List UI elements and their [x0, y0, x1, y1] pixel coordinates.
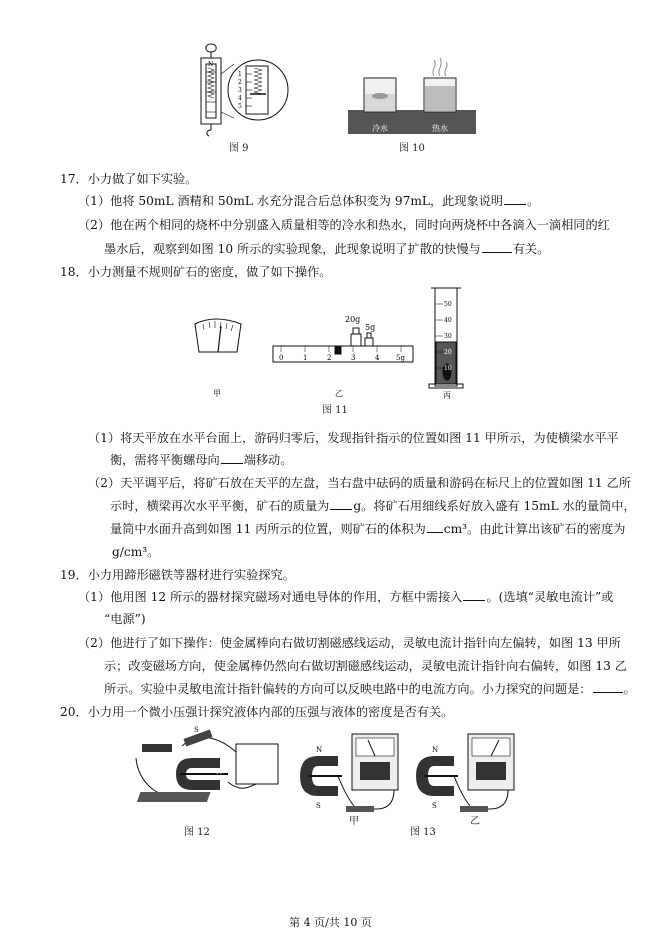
fig13-label-a: 甲: [349, 816, 359, 827]
fig11-label-c: 丙: [443, 391, 451, 400]
fig11-balance-apparatus: [185, 284, 475, 402]
fig13-label-b: 乙: [470, 816, 480, 827]
q18-blank-1[interactable]: [221, 452, 243, 464]
q19-part1-cont: 。(选填“灵敏电流计”或: [486, 590, 614, 604]
fig13-b-south-label: S: [432, 802, 437, 810]
q18-part2-cont: g。将矿石用细线系好放入盛有 15mL 水的量筒中，: [353, 499, 636, 513]
fig11-caption: 图 11: [322, 405, 348, 416]
fig11-weight-20g: 20g: [345, 315, 361, 324]
fig11-ruler-label: 4: [375, 354, 380, 362]
fig11-label-a: 甲: [213, 389, 221, 398]
page-number: 第 4 页/共 10 页: [289, 916, 372, 929]
fig9-caption: 图 9: [229, 143, 249, 154]
q19-blank-2[interactable]: [593, 681, 623, 693]
fig9-scale-label: 5: [238, 103, 242, 110]
fig11-weight-5g: 5g: [365, 323, 376, 332]
fig13-b-north-label: N: [432, 746, 439, 754]
fig11-label-b: 乙: [335, 389, 343, 398]
q18-part2-line1: （2）天平调平后，将矿石放在天平的左盘，当右盘中砝码的质量和游码在标尺上的位置如图 11 乙所: [88, 476, 631, 490]
q19-part2-line3: [104, 681, 636, 697]
q17-blank-1[interactable]: [504, 193, 526, 205]
fig11-cyl-label: 10: [444, 365, 452, 372]
fig13-caption: 图 13: [410, 827, 436, 838]
q18-part2-text: 示时，横梁再次水平平衡，矿石的质量为: [110, 499, 330, 513]
fig12-south-label: S: [194, 726, 199, 734]
q17-stem: 17．小力做了如下实验。: [60, 172, 198, 186]
fig9-scale-label: 3: [238, 87, 242, 94]
q20-stem: 20．小力用一个微小压强计探究液体内部的压强与液体的密度是否有关。: [60, 705, 454, 719]
q18-part1-text: 衡，需将平衡螺母向: [110, 453, 220, 467]
fig11-cyl-label: 50: [444, 301, 452, 308]
fig9-scale-label: 4: [238, 95, 242, 102]
q17-part2-end: 有关。: [512, 242, 550, 256]
q19-part2-end: 。: [623, 682, 636, 696]
q18-part1-line2: [110, 452, 292, 468]
q18-part2-line4: [110, 544, 159, 560]
q18-part1-line1: （1）将天平放在水平台面上，游码归零后，发现指针指示的位置如图 11 甲所示，为使横梁水平平: [88, 431, 619, 445]
fig13-a-north-label: N: [316, 746, 323, 754]
q19-part2-text: 所示。实验中灵敏电流计指针偏转的方向可以反映电路中的电流方向。小力探究的问题是：: [104, 682, 592, 696]
q17-part2-text: 墨水后，观察到如图 10 所示的实验现象，此现象说明了扩散的快慢与: [104, 242, 481, 256]
fig11-cyl-label: 40: [444, 317, 452, 324]
q19-stem: 19．小力用蹄形磁铁等器材进行实验探究。: [60, 568, 295, 582]
q17-part2-line2: [104, 241, 549, 257]
q19-part2-line1: （2）他进行了如下操作：使金属棒向右做切割磁感线运动，灵敏电流计指针向左偏转，如图 13 甲所: [78, 636, 621, 650]
q18-part2-cont2: cm³。由此计算出该矿石的密度为: [443, 522, 626, 536]
q17-blank-2[interactable]: [482, 241, 512, 253]
q17-part1-text: （1）他将 50mL 酒精和 50mL 水充分混合后总体积变为 97mL，此现象说明: [78, 194, 504, 208]
fig10-cold-label: 冷水: [372, 124, 388, 133]
q18-blank-2[interactable]: [330, 498, 352, 510]
q18-part2-line3: [110, 521, 625, 537]
q18-part1-end: 端移动。: [243, 453, 293, 467]
fig13-a-south-label: S: [316, 802, 321, 810]
fig9-unit-label: N: [208, 61, 214, 68]
q18-part2-text2: 量筒中水面升高到如图 11 丙所示的位置，则矿石的体积为: [110, 522, 426, 536]
fig10-hot-label: 热水: [432, 124, 448, 133]
q18-stem: 18．小力测量不规则矿石的密度，做了如下操作。: [60, 265, 332, 279]
q18-part2-line2: [110, 498, 636, 514]
q17-part2-line1: （2）他在两个相同的烧杯中分别盛入质量相等的冷水和热水，同时向两烧杯中各滴入一滴相同的红: [78, 218, 610, 232]
fig11-ruler-label: 3: [351, 354, 356, 362]
q19-part1-line1: [78, 589, 613, 605]
fig9-scale-label: 2: [238, 79, 242, 86]
fig12-caption: 图 12: [184, 827, 210, 838]
fig9-scale-label: 1: [238, 71, 242, 78]
fig11-cyl-label: 30: [444, 333, 452, 340]
fig12-north-label: N: [216, 768, 223, 776]
fig11-cyl-label: 20: [444, 349, 452, 356]
q19-part1-text: （1）他用图 12 所示的器材探究磁场对通电导体的作用，方框中需接入: [78, 590, 463, 604]
fig9-spring-scale: [190, 42, 290, 138]
fig11-ruler-label: 0: [279, 354, 284, 362]
q19-blank-1[interactable]: [463, 589, 485, 601]
fig11-ruler-label: 1: [303, 354, 308, 362]
fig11-ruler-label: 5g: [396, 354, 405, 362]
q18-blank-3[interactable]: [427, 521, 443, 533]
q18-part2-end: g/cm³。: [112, 545, 160, 559]
fig10-caption: 图 10: [399, 143, 425, 154]
fig13-galvanometer-setup: [294, 726, 520, 822]
q17-part1: [78, 193, 539, 209]
q19-part1-line2: “电源”): [104, 612, 146, 626]
fig11-ruler-label: 2: [327, 354, 332, 362]
q17-part1-end: 。: [527, 194, 540, 208]
fig10-beakers: [348, 56, 476, 138]
fig12-magnet-apparatus: [128, 722, 284, 818]
q19-part2-line2: 示；改变磁场方向，使金属棒仍然向右做切割磁感线运动，灵敏电流计指针向右偏转，如图 13 乙: [104, 659, 627, 673]
